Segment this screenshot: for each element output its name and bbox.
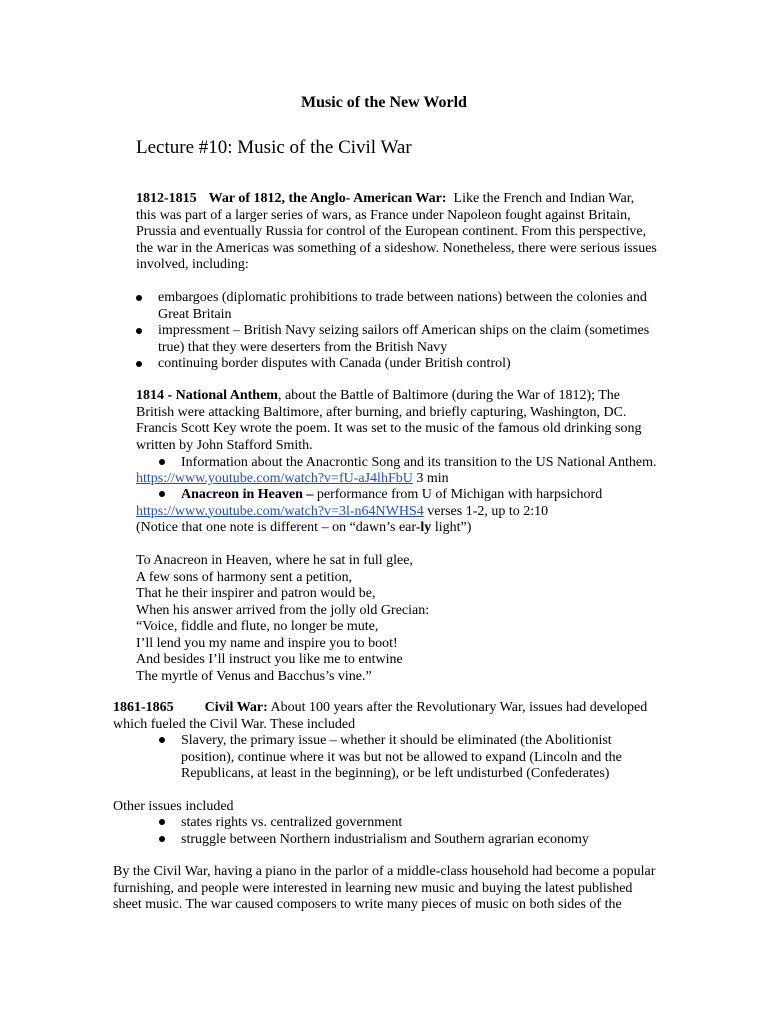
- closing-line-3: sheet music. The war caused composers to write many pieces of music on both sides of the: [113, 897, 622, 912]
- bullet-icon: [159, 491, 165, 497]
- anthem-bullet-1: Information about the Anacrontic Song and its transition to the US National Anthem.: [181, 455, 657, 470]
- war1812-line-3: Prussia and eventually Russia for control of the European continent. From this perspective,: [136, 224, 647, 239]
- war1812-text: Like the French and Indian War,: [453, 191, 635, 206]
- anacreon-heading: Anacreon in Heaven –: [181, 487, 314, 502]
- poem-line-4: When his answer arrived from the jolly old Grecian:: [136, 602, 430, 618]
- war1812-line-2: this was part of a larger series of wars, as France under Napoleon fought against Britain,: [136, 207, 631, 223]
- civilwar-bullet-c: Republicans, at least in the beginning), or be left undisturbed (Confederates): [181, 766, 610, 781]
- poem-line-7: And besides I’ll instruct you like me to entwine: [136, 652, 403, 667]
- closing-line-2: furnishing, and people were interested in learning new music and buying the latest published: [113, 880, 633, 896]
- bullet-icon: [136, 328, 142, 334]
- closing-line-1: By the Civil War, having a piano in the parlor of a middle-class household had become a popular: [113, 864, 656, 879]
- war1812-bullet-3: continuing border disputes with Canada (under British control): [158, 356, 511, 371]
- notice-bold: ly: [420, 520, 432, 535]
- poem-line-3: That he their inspirer and patron would be,: [136, 586, 376, 601]
- anthem-line-1: [136, 388, 620, 405]
- link-2-note: verses 1-2, up to 2:10: [423, 503, 549, 519]
- war1812-line-5: involved, including:: [136, 257, 249, 272]
- lecture-title: Lecture #10: Music of the Civil War: [136, 137, 412, 158]
- bullet-icon: [159, 459, 165, 465]
- poem-line-1: To Anacreon in Heaven, where he sat in full glee,: [136, 553, 413, 568]
- anacreon-text: performance from U of Michigan with harpsichord: [313, 487, 603, 502]
- poem-line-2: A few sons of harmony sent a petition,: [136, 569, 353, 585]
- bullet-icon: [159, 836, 165, 842]
- war1812-dates: 1812-1815: [136, 191, 197, 206]
- civilwar-dates: 1861-1865: [113, 700, 174, 715]
- bullet-icon: [159, 737, 165, 743]
- war1812-line-4: the war in the Americas was something of a sideshow. Nonetheless, there were serious issues: [136, 240, 657, 256]
- war1812-bullet-1a: embargoes (diplomatic prohibitions to trade between nations) between the colonies and: [158, 290, 647, 305]
- anthem-line-2: British were attacking Baltimore, after burning, and briefly capturing, Washington, DC.: [136, 404, 627, 420]
- anthem-heading: 1814 - National Anthem: [136, 388, 278, 403]
- bullet-icon: [159, 819, 165, 825]
- poem-line-8: The myrtle of Venus and Bacchus’s vine.”: [136, 668, 372, 684]
- civilwar-heading: Civil War:: [204, 700, 268, 715]
- civilwar-line-1: [113, 700, 647, 717]
- war1812-bullet-1b: Great Britain: [158, 306, 232, 322]
- war1812-heading: War of 1812, the Anglo- American War:: [208, 191, 447, 206]
- bullet-icon: [136, 361, 142, 367]
- war1812-line-1: [136, 191, 634, 208]
- anthem-line-3: Francis Scott Key wrote the poem. It was set to the music of the famous old drinking song: [136, 421, 642, 436]
- anthem-link-2-line: [136, 504, 548, 521]
- anthem-line1-text: , about the Battle of Baltimore (during the War of 1812); The: [277, 388, 621, 403]
- civilwar-bullet-a: Slavery, the primary issue – whether it should be eliminated (the Abolitionist: [181, 733, 612, 748]
- anthem-line-4: written by John Stafford Smith.: [136, 437, 313, 453]
- youtube-link-1[interactable]: https://www.youtube.com/watch?v=fU-aJ4lhFbU: [136, 471, 413, 486]
- poem-line-6: I’ll lend you my name and inspire you to boot!: [136, 635, 398, 651]
- war1812-bullet-2b: true) that they were deserters from the British Navy: [158, 339, 448, 355]
- bullet-icon: [136, 295, 142, 301]
- anthem-bullet-2: [181, 487, 602, 504]
- other-issue-2: struggle between Northern industrialism and Southern agrarian economy: [181, 831, 589, 847]
- other-issue-1: states rights vs. centralized government: [181, 815, 403, 830]
- other-issues-label: Other issues included: [113, 798, 234, 814]
- anthem-notice: [136, 520, 471, 537]
- war1812-bullet-2a: impressment – British Navy seizing sailors off American ships on the claim (sometimes: [158, 323, 650, 338]
- notice-text-after: light”): [431, 520, 472, 535]
- civilwar-line-2: which fueled the Civil War. These included: [113, 716, 356, 732]
- civilwar-bullet-b: position), continue where it was but not be allowed to expand (Lincoln and the: [181, 749, 622, 765]
- document-title: Music of the New World: [301, 94, 467, 111]
- youtube-link-2[interactable]: https://www.youtube.com/watch?v=3l-n64NWHS4: [136, 503, 424, 519]
- link-1-note: 3 min: [412, 471, 449, 486]
- poem-line-5: “Voice, fiddle and flute, no longer be mute,: [136, 619, 379, 634]
- civilwar-line1-text: About 100 years after the Revolutionary War, issues had developed: [267, 700, 648, 715]
- anthem-link-1-line: [136, 471, 449, 488]
- notice-text-before: (Notice that one note is different – on “dawn’s ear-: [136, 520, 421, 535]
